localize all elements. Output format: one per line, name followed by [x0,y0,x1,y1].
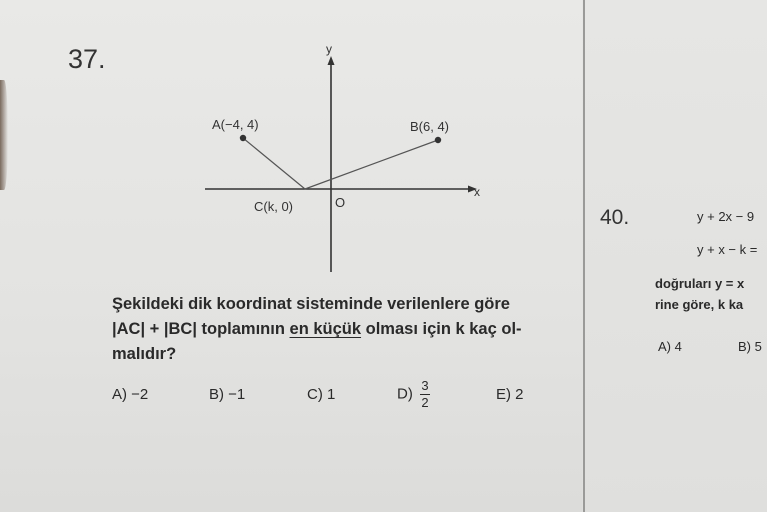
choice-a: A) −2 [112,386,149,403]
segment-ac [243,138,305,189]
question-line-3: malıdır? [112,345,177,363]
question-number-40: 40. [600,206,630,229]
choice-40-a: A) 4 [658,339,682,354]
equation-2: y + x − k = [697,242,758,257]
question-37-text [112,292,582,367]
y-axis-arrow-icon [328,56,335,65]
question-line-1: Şekildeki dik koordinat sisteminde verilenlere göre [112,295,510,313]
y-axis-label: y [326,42,332,56]
x-axis-label: x [474,185,480,199]
question-40-text-2: rine göre, k ka [655,297,744,312]
choice-40-b: B) 5 [738,339,762,354]
question-line-2: |AC| + |BC| toplamının en küçük olması için k kaç ol- [112,320,522,338]
point-a-label: A(−4, 4) [212,117,259,132]
choice-b: B) −1 [209,386,246,403]
fraction-numerator: 3 [421,378,429,393]
question-number-37: 37. [68,44,106,74]
point-c-label: C(k, 0) [254,199,293,214]
point-b [435,137,441,143]
origin-label: O [335,195,346,210]
underlined-phrase: en küçük [289,320,362,338]
equation-1: y + 2x − 9 [697,209,755,224]
fraction-denominator: 2 [421,395,429,410]
point-b-label: B(6, 4) [410,119,450,134]
fraction [420,379,430,410]
choice-c: C) 1 [307,386,336,403]
point-a [240,135,246,141]
segment-bc [305,140,438,189]
choice-e: E) 2 [496,386,524,403]
choice-d: D) $\frac{3}{2}$ [397,378,429,410]
question-40-text-1: doğruları y = x [655,276,745,291]
